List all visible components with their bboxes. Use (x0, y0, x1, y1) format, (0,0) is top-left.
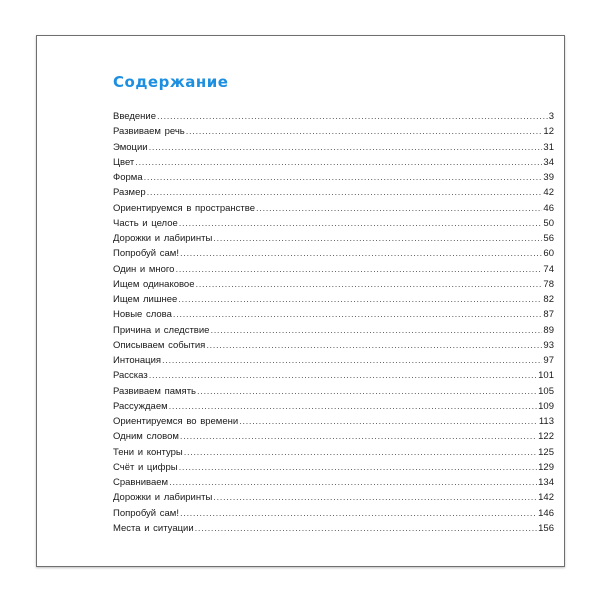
toc-entry-page-number: 74 (543, 263, 554, 275)
toc-entry-page-number: 109 (538, 400, 554, 412)
toc-entry-page-number: 34 (543, 156, 554, 168)
toc-leader-dots (180, 431, 537, 442)
toc-entry-page-number: 3 (548, 111, 554, 122)
toc-entry-page-number: 125 (538, 446, 554, 458)
toc-entry-page-number: 82 (543, 294, 554, 305)
toc-leader-dots (195, 523, 537, 534)
toc-entry-title: Одним словом (113, 431, 179, 443)
toc-entry (113, 248, 554, 263)
toc-entry-title: Ориентируемся в пространстве (113, 202, 255, 214)
toc-leader-dots (239, 416, 538, 427)
toc-entry-title: Размер (113, 187, 146, 199)
toc-entry-title: Дорожки и лабиринты (113, 492, 213, 504)
toc-leader-dots (169, 477, 537, 488)
toc-leader-dots (135, 157, 542, 168)
toc-entry-title: Один и много (113, 263, 175, 275)
toc-leader-dots (213, 233, 542, 244)
toc-entry-title: Рассказ (113, 370, 148, 382)
toc-entry (113, 477, 554, 492)
toc-entry-page-number: 146 (538, 507, 554, 519)
toc-entry-title: Места и ситуации (113, 522, 194, 534)
toc-entry-title: Ищем одинаковое (113, 278, 195, 290)
toc-leader-dots (213, 492, 537, 503)
toc-entry-title: Сравниваем (113, 477, 169, 488)
toc-entry (113, 370, 554, 385)
toc-leader-dots (175, 264, 542, 275)
toc-leader-dots (149, 370, 537, 381)
toc-leader-dots (184, 447, 537, 458)
toc-entry-title: Новые слова (113, 309, 172, 321)
toc-entry-title: Развиваем речь (113, 126, 185, 138)
toc-entry (113, 264, 554, 279)
toc-entry-title: Причина и следствие (113, 324, 210, 336)
toc-entry (113, 218, 554, 233)
toc-entry (113, 431, 554, 446)
toc-leader-dots (173, 309, 543, 320)
toc-entry (113, 355, 554, 370)
toc-entry (113, 508, 554, 523)
toc-entry (113, 523, 554, 538)
toc-entry-page-number: 113 (538, 416, 554, 427)
toc-leader-dots (180, 248, 542, 259)
toc-entry-title: Ищем лишнее (113, 294, 178, 305)
toc-leader-dots (179, 462, 538, 473)
toc-leader-dots (197, 386, 537, 397)
toc-leader-dots (206, 340, 542, 351)
toc-entry-page-number: 12 (543, 126, 554, 138)
toc-entry-title: Цвет (113, 156, 135, 168)
toc-entry-title: Введение (113, 111, 157, 122)
toc-entry (113, 340, 554, 355)
toc-entry-page-number: 105 (538, 385, 554, 397)
toc-leader-dots (196, 279, 543, 290)
toc-entry-page-number: 87 (543, 309, 554, 321)
toc-entry-page-number: 50 (543, 217, 554, 229)
toc-entry-page-number: 156 (538, 522, 554, 534)
toc-entry (113, 294, 554, 309)
toc-entry-page-number: 60 (543, 248, 554, 260)
toc-entry-page-number: 97 (543, 355, 554, 366)
toc-entry-title: Ориентируемся во времени (113, 416, 239, 427)
toc-entry-title: Описываем события (113, 339, 206, 351)
toc-entry-page-number: 122 (538, 431, 554, 443)
toc-leader-dots (180, 508, 537, 519)
toc-leader-dots (149, 142, 543, 153)
page-title: Содержание (113, 73, 229, 91)
toc-entry (113, 126, 554, 141)
toc-leader-dots (169, 401, 537, 412)
toc-entry (113, 142, 554, 157)
toc-entry (113, 233, 554, 248)
toc-leader-dots (256, 203, 542, 214)
toc-entry (113, 157, 554, 172)
toc-leader-dots (186, 126, 543, 137)
toc-entry-page-number: 78 (543, 278, 554, 290)
toc-entry-page-number: 39 (543, 172, 554, 183)
toc-entry (113, 401, 554, 416)
toc-leader-dots (162, 355, 542, 366)
toc-entry-page-number: 142 (538, 492, 554, 504)
toc-entry (113, 279, 554, 294)
toc-leader-dots (157, 111, 548, 122)
toc-entry-title: Развиваем память (113, 385, 196, 397)
toc-entry (113, 309, 554, 324)
toc-entry-page-number: 129 (538, 461, 554, 473)
toc-entry (113, 416, 554, 431)
table-of-contents (113, 111, 554, 538)
toc-leader-dots (144, 172, 543, 183)
toc-entry-title: Эмоции (113, 141, 148, 153)
toc-leader-dots (178, 294, 542, 305)
toc-entry-page-number: 101 (538, 370, 554, 382)
toc-entry-title: Попробуй сам! (113, 248, 179, 260)
toc-entry (113, 462, 554, 477)
toc-entry-title: Рассуждаем (113, 400, 168, 412)
toc-entry-title: Форма (113, 172, 143, 183)
toc-entry-title: Часть и целое (113, 217, 178, 229)
toc-entry-page-number: 42 (543, 187, 554, 199)
toc-entry (113, 111, 554, 126)
toc-entry-page-number: 93 (543, 339, 554, 351)
toc-entry (113, 386, 554, 401)
toc-entry-title: Дорожки и лабиринты (113, 233, 213, 244)
toc-entry-page-number: 31 (543, 141, 554, 153)
toc-entry-page-number: 134 (538, 477, 554, 488)
toc-entry-title: Тени и контуры (113, 446, 183, 458)
toc-entry (113, 172, 554, 187)
toc-entry-title: Счёт и цифры (113, 461, 178, 473)
toc-entry (113, 203, 554, 218)
toc-entry-title: Интонация (113, 355, 162, 366)
toc-entry (113, 447, 554, 462)
toc-entry (113, 325, 554, 340)
toc-entry-page-number: 89 (543, 324, 554, 336)
toc-leader-dots (179, 218, 543, 229)
toc-entry-page-number: 56 (543, 233, 554, 244)
toc-entry (113, 187, 554, 202)
toc-entry (113, 492, 554, 507)
toc-entry-page-number: 46 (543, 202, 554, 214)
toc-entry-title: Попробуй сам! (113, 507, 179, 519)
book-page (36, 35, 565, 567)
toc-leader-dots (210, 325, 542, 336)
toc-leader-dots (147, 187, 543, 198)
